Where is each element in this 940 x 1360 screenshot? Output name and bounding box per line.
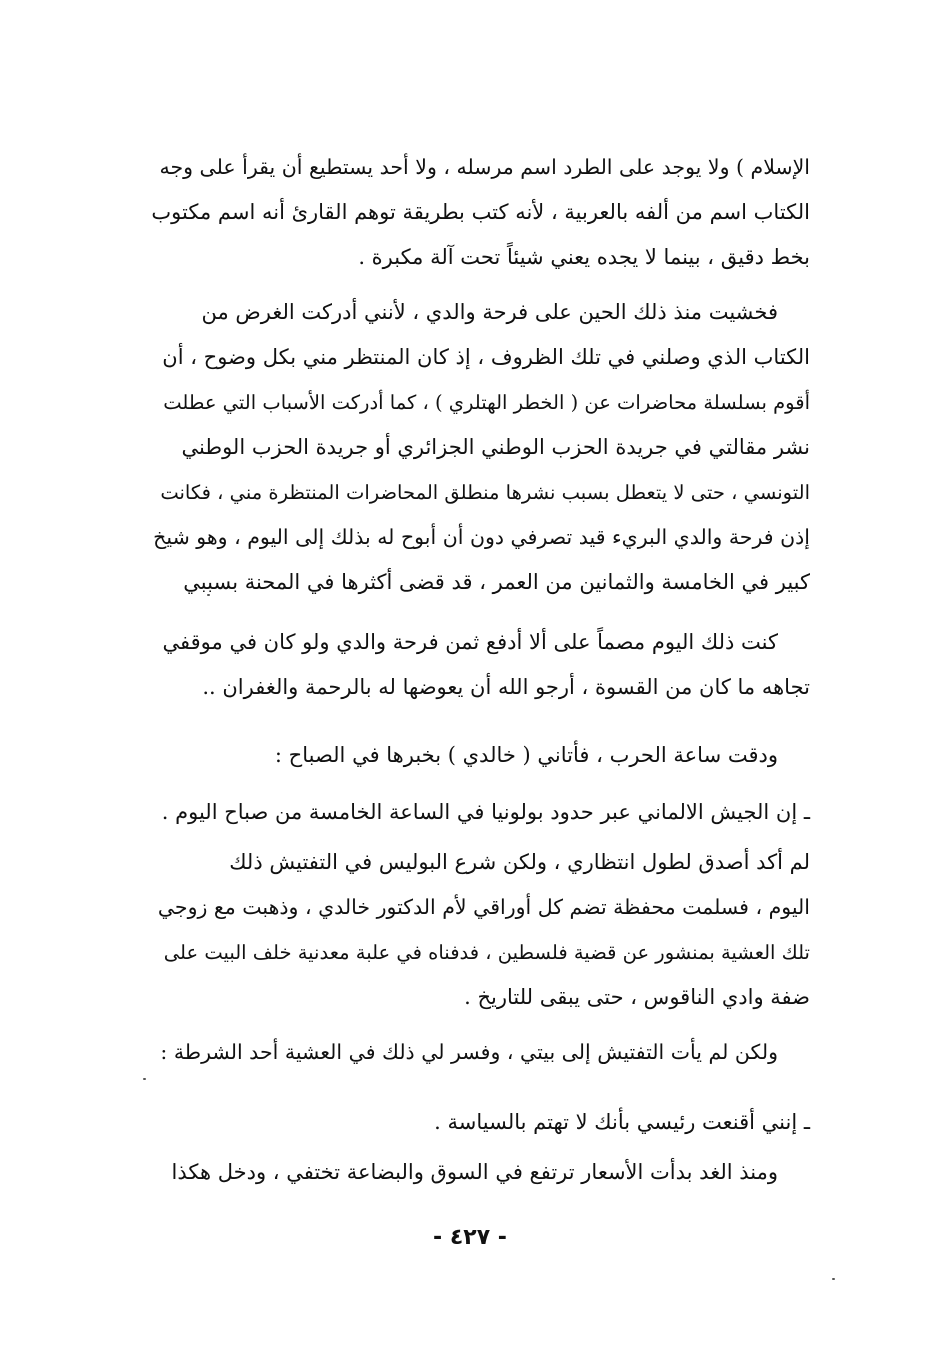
text-line: فخشيت منذ ذلك الحين على فرحة والدي ، لأنني أدركت الغرض من bbox=[201, 300, 778, 324]
scan-speck bbox=[143, 1078, 146, 1080]
paragraph-8 bbox=[150, 1100, 810, 1145]
text-line: التونسي ، حتى لا يتعطل بسبب نشرها منطلق المحاضرات المنتظرة مني ، فكانت bbox=[160, 481, 810, 504]
paragraph-4 bbox=[150, 733, 810, 778]
paragraph-2 bbox=[150, 290, 810, 605]
text-line: الكتاب الذي وصلني في تلك الظروف ، إذ كان المنتظر مني بكل وضوح ، أن bbox=[162, 345, 810, 369]
text-line: ودقت ساعة الحرب ، فأتاني ( خالدي ) بخبرها في الصباح : bbox=[274, 743, 778, 767]
paragraph-3 bbox=[150, 620, 810, 710]
text-line: تلك العشية بمنشور عن قضية فلسطين ، فدفناه في علبة معدنية خلف البيت على bbox=[163, 941, 810, 964]
paragraph-7 bbox=[150, 1030, 810, 1075]
text-line: نشر مقالتي في جريدة الحزب الوطني الجزائري أو جريدة الحزب الوطني bbox=[181, 435, 810, 459]
paragraph-6 bbox=[150, 840, 810, 1020]
paragraph-1 bbox=[150, 145, 810, 280]
page-number: - ٤٢٧ - bbox=[433, 1225, 507, 1250]
scan-speck bbox=[207, 594, 210, 596]
text-line: ـ إن الجيش الالماني عبر حدود بولونيا في الساعة الخامسة من صباح اليوم . bbox=[161, 800, 810, 824]
text-line: إذن فرحة والدي البريء قيد تصرفي دون أن أبوح له بذلك إلى اليوم ، وهو شيخ bbox=[153, 525, 810, 549]
text-line: بخط دقيق ، بينما لا يجده يعني شيئاً تحت آلة مكبرة . bbox=[358, 245, 810, 269]
text-line: ولكن لم يأت التفتيش إلى بيتي ، وفسر لي ذلك في العشية أحد الشرطة : bbox=[160, 1040, 778, 1064]
text-line: لم أكد أصدق لطول انتظاري ، ولكن شرع البوليس في التفتيش ذلك bbox=[229, 850, 810, 874]
text-line: ومنذ الغد بدأت الأسعار ترتفع في السوق والبضاعة تختفي ، ودخل هكذا bbox=[171, 1160, 778, 1184]
text-line: اليوم ، فسلمت محفظة تضم كل أوراقي لأم الدكتور خالدي ، وذهبت مع زوجي bbox=[157, 895, 810, 919]
text-line: كبير في الخامسة والثمانين من العمر ، قد قضى أكثرها في المحنة بسببي bbox=[183, 570, 810, 594]
scan-speck bbox=[832, 1278, 835, 1280]
text-line: الإسلام ) ولا يوجد على الطرد اسم مرسله ، ولا أحد يستطيع أن يقرأ على وجه bbox=[159, 155, 810, 179]
text-line: ـ إنني أقنعت رئيسي بأنك لا تهتم بالسياسة . bbox=[434, 1110, 810, 1134]
text-line: ضفة وادي الناقوس ، حتى يبقى للتاريخ . bbox=[464, 985, 810, 1009]
paragraph-5 bbox=[150, 790, 810, 835]
text-line: تجاهه ما كان من القسوة ، أرجو الله أن يعوضها له بالرحمة والغفران .. bbox=[202, 675, 810, 699]
paragraph-9 bbox=[150, 1150, 810, 1195]
text-line: أقوم بسلسلة محاضرات عن ( الخطر الهتلري ) ، كما أدركت الأسباب التي عطلت bbox=[163, 391, 810, 414]
text-line: الكتاب اسم من ألفه بالعربية ، لأنه كتب بطريقة توهم القارئ أنه اسم مكتوب bbox=[151, 200, 810, 224]
text-line: كنت ذلك اليوم مصماً على ألا أدفع ثمن فرحة والدي ولو كان في موقفي bbox=[162, 630, 778, 654]
